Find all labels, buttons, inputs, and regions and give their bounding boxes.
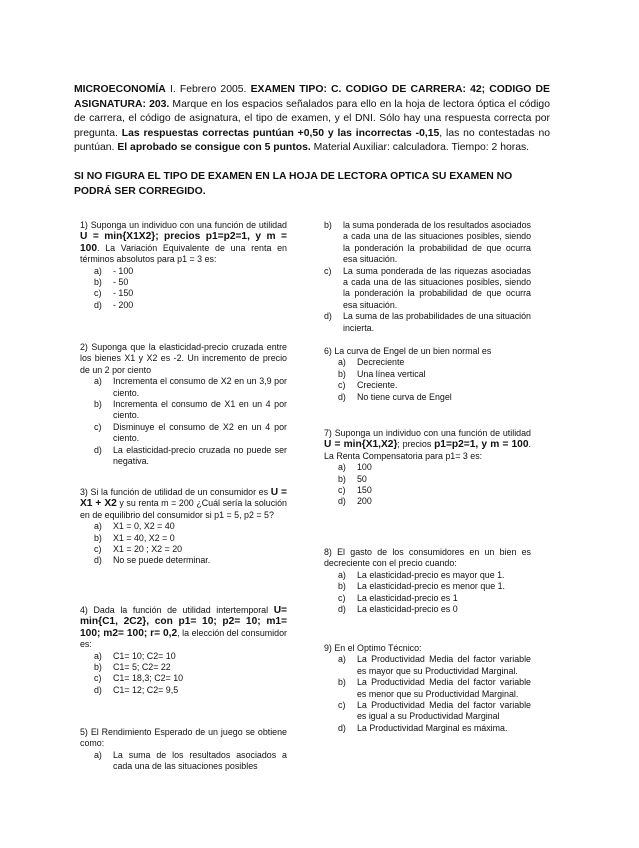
question-6-stem: 6) La curva de Engel de un bien normal es xyxy=(324,346,492,356)
question-1-stem: 1) Suponga un individuo con una función de utilidad U = min{X1X2}; precios p1=p2=1, y m = 100. La Variación Equivalente de una renta en términos absolutos para p1 = 3 es: xyxy=(80,220,287,265)
option: d) La elasticidad-precio es 0 xyxy=(338,604,458,615)
option: c) C1= 18,3; C2= 10 xyxy=(94,673,184,684)
option: a) 100 xyxy=(338,462,372,473)
question-7-stem: 7) Suponga un individuo con una función de utilidad U = min{X1,X2}; precios p1=p2=1, y m = 100. La Renta Compensatoria para p1= 3 es: xyxy=(324,428,531,461)
exam-header xyxy=(74,83,550,156)
option: a) La elasticidad-precio es mayor que 1. xyxy=(338,569,505,580)
question-4 xyxy=(80,605,287,696)
option: a) C1= 10; C2= 10 xyxy=(94,650,176,661)
option: a) La suma de los resultados asociados a cada una de las situaciones posibles xyxy=(94,749,287,772)
question-5-continued xyxy=(324,220,531,334)
option: d) La elasticidad-precio cruzada no puede ser negativa. xyxy=(94,444,287,467)
option: a) X1 = 0, X2 = 40 xyxy=(94,521,175,532)
exam-date: I. Febrero 2005. xyxy=(165,84,251,95)
option: d) La Productividad Marginal es máxima. xyxy=(338,722,508,733)
option: b) La Productividad Media del factor variable es menor que su Productividad Marginal. xyxy=(338,677,531,699)
option: b) La elasticidad-precio es menor que 1. xyxy=(338,581,506,592)
exam-codes: EXAMEN TIPO: C. CODIGO DE CARRERA: 42; CODIGO DE ASIGNATURA: 203. xyxy=(74,84,550,110)
option: d) 200 xyxy=(338,496,372,507)
question-9 xyxy=(324,643,531,734)
option: a) La Productividad Media del factor variable es mayor que su Productividad Marginal. xyxy=(338,654,531,676)
question-5-stem: 5) El Rendimiento Esperado de un juego se obtiene como: xyxy=(80,727,287,749)
option: b) Una línea vertical xyxy=(338,368,426,379)
option: c) Disminuye el consumo de X2 en un 4 por ciento. xyxy=(94,421,287,444)
option: a) - 100 xyxy=(94,265,134,276)
subject-name: MICROECONOMÍA xyxy=(74,84,166,95)
unanswered-rule: , las no contestadas no puntúan. xyxy=(74,127,550,154)
scoring-rules: Las respuestas correctas puntúan +0,50 y las incorrectas -0,15 xyxy=(121,127,440,139)
option: d) No tiene curva de Engel xyxy=(338,391,452,402)
option: c) La Productividad Media del factor variable es igual a su Productividad Marginal xyxy=(338,700,531,722)
question-3-stem: 3) Si la función de utilidad de un consumidor es U = X1 + X2 y su renta m = 200 ¿Cuál sería la solución en de equilibrio del consumidor si p1 = 5, p2 = 5? xyxy=(80,487,287,520)
option: b) la suma ponderada de los resultados asociados a cada una de las situaciones posibles, siendo la ponderación la probabilidad de que ocurra esa situación. xyxy=(324,220,531,265)
option: b) X1 = 40, X2 = 0 xyxy=(94,532,175,543)
option: c) - 150 xyxy=(94,288,134,299)
question-8-stem: 8) El gasto de los consumidores en un bien es decreciente con el precio cuando: xyxy=(324,547,531,569)
option: b) Incrementa el consumo de X1 en un 4 por ciento. xyxy=(94,399,287,421)
option: b) 50 xyxy=(338,473,367,484)
option: c) 150 xyxy=(338,485,372,496)
question-1 xyxy=(80,220,287,311)
question-2 xyxy=(80,342,287,467)
instructions-text: Marque en los espacios señalados para ello en la hoja de lectora óptica el código de carrera, el código de asignatura, el tipo de examen, y el DNI. Sólo hay una respuesta correcta por pregunta. xyxy=(74,98,550,139)
question-5 xyxy=(80,727,287,773)
option: c) Creciente. xyxy=(338,380,398,391)
option: d) - 200 xyxy=(94,299,134,310)
option: c) La suma ponderada de las riquezas asociadas a cada una de las situaciones posibles, siendo la ponderación la probabilidad de que ocurra esa situación. xyxy=(324,265,531,310)
option: a) Decreciente xyxy=(338,357,405,368)
question-2-stem: 2) Suponga que la elasticidad-precio cruzada entre los bienes X1 y X2 es -2. Un incremento de precio de un 2 por ciento xyxy=(80,342,287,375)
question-4-stem: 4) Dada la función de utilidad intertemporal U= min{C1, 2C2}, con p1= 10; p2= 10; m1= 100; m2= 100; r= 0,2, la elección del consumidor es: xyxy=(80,605,287,650)
option: a) Incrementa el consumo de X2 en un 3,9 por ciento. xyxy=(94,376,287,398)
option: d) No se puede determinar. xyxy=(94,555,211,566)
exam-type-warning: SI NO FIGURA EL TIPO DE EXAMEN EN LA HOJA DE LECTORA OPTICA SU EXAMEN NO PODRÁ SER CORREGIDO. xyxy=(74,171,513,197)
option: c) La elasticidad-precio es 1 xyxy=(338,592,458,603)
question-7 xyxy=(324,428,531,508)
question-6 xyxy=(324,346,531,403)
pass-threshold: El aprobado se consigue con 5 puntos. xyxy=(117,142,311,154)
option: b) C1= 5; C2= 22 xyxy=(94,662,171,673)
option: b) - 50 xyxy=(94,277,129,288)
question-3 xyxy=(80,487,287,567)
materials-time: Material Auxiliar: calculadora. Tiempo: 2 horas. xyxy=(310,142,530,154)
option: c) X1 = 20 ; X2 = 20 xyxy=(94,544,183,555)
question-9-stem: 9) En el Optimo Técnico: xyxy=(324,643,422,653)
question-8 xyxy=(324,547,531,615)
option: d) C1= 12; C2= 9,5 xyxy=(94,684,179,695)
option: d) La suma de las probabilidades de una situación incierta. xyxy=(324,311,531,333)
